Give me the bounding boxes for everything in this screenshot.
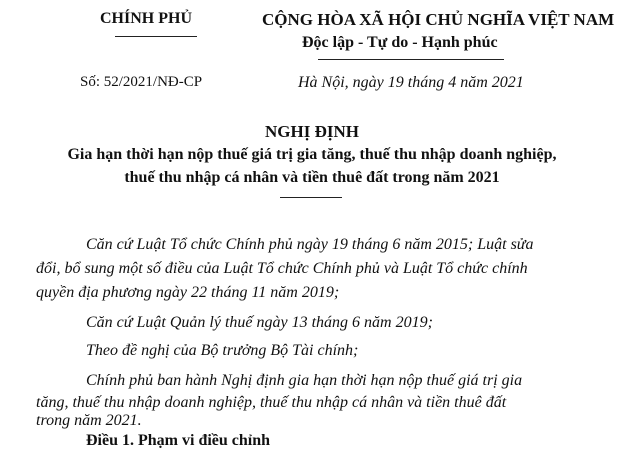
promulgation-line-2: tăng, thuế thu nhập doanh nghiệp, thuế thu nhập cá nhân và tiền thuê đất [36,394,507,411]
organization-underline [115,36,197,37]
national-motto: Độc lập - Tự do - Hạnh phúc [302,34,498,51]
place-and-date: Hà Nội, ngày 19 tháng 4 năm 2021 [298,74,524,91]
legal-basis-2: Căn cứ Luật Quản lý thuế ngày 13 tháng 6 năm 2019; [86,314,433,331]
motto-underline [318,59,504,60]
national-title: CỘNG HÒA XÃ HỘI CHỦ NGHĨA VIỆT NAM [262,10,615,29]
promulgation-line-3: trong năm 2021. [36,412,142,429]
legal-basis-1-line-1: Căn cứ Luật Tổ chức Chính phủ ngày 19 tháng 6 năm 2015; Luật sửa [86,236,534,253]
legal-basis-1-line-2: đổi, bổ sung một số điều của Luật Tổ chức Chính phủ và Luật Tổ chức chính [36,260,528,277]
legal-basis-1-line-3: quyền địa phương ngày 22 tháng 11 năm 2019; [36,284,340,301]
document-number: Số: 52/2021/NĐ-CP [80,74,203,90]
document-type-heading: NGHỊ ĐỊNH [265,122,359,141]
promulgation-line-1: Chính phủ ban hành Nghị định gia hạn thời hạn nộp thuế giá trị gia [86,372,523,389]
title-underline [280,197,342,198]
article-1-heading: Điều 1. Phạm vi điều chỉnh [86,432,271,449]
issuing-organization: CHÍNH PHỦ [100,10,192,27]
proposal-statement: Theo đề nghị của Bộ trưởng Bộ Tài chính; [86,342,359,359]
document-subject-line-1: Gia hạn thời hạn nộp thuế giá trị gia tăng, thuế thu nhập doanh nghiệp, [67,146,557,163]
document-subject-line-2: thuế thu nhập cá nhân và tiền thuê đất trong năm 2021 [124,169,500,186]
